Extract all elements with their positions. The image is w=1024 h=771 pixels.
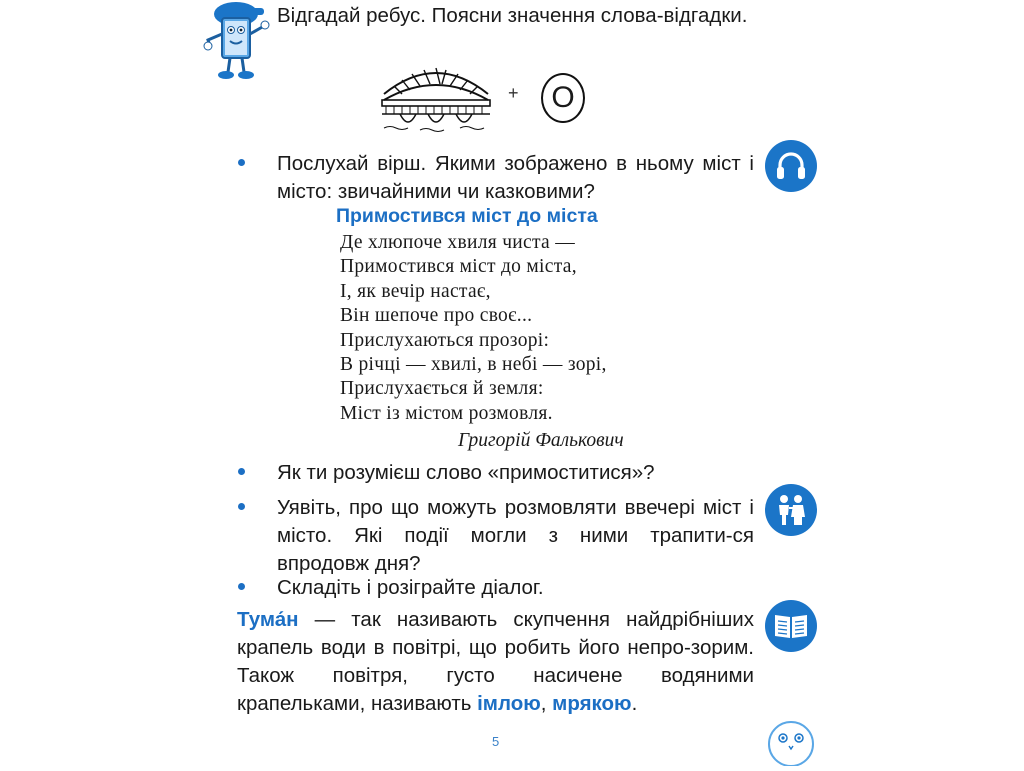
poem-line: Примостився міст до міста, — [340, 256, 577, 278]
bullet-3 — [238, 503, 245, 510]
poem-title: Примостився міст до міста — [336, 205, 598, 227]
term-fog: Тума́н — [237, 608, 299, 631]
rebus-letter: О — [551, 81, 575, 114]
plus-sign: + — [508, 83, 519, 103]
task-word: Як ти розумієш слово «примоститися»? — [277, 461, 655, 484]
definition — [237, 606, 754, 718]
bridge-picture — [380, 54, 492, 134]
poem-line: Де хлюпоче хвиля чиста — — [340, 232, 575, 253]
page-number: 5 — [492, 734, 500, 749]
poem-lines — [340, 231, 607, 426]
pair-work-icon — [765, 484, 817, 536]
poem-line: І, як вечір настає, — [340, 280, 491, 302]
task-dialog: Складіть і розіграйте діалог. — [277, 576, 544, 599]
task-imagine: Уявіть, про що можуть розмовляти ввечері міст і місто. Які події могли з ними трапити-ся впродовж дня? — [277, 496, 754, 575]
poem-line: Прислухаються прозорі: — [340, 329, 550, 351]
poem-line: В річці — хвилі, в небі — зорі, — [340, 354, 607, 376]
poem-line: Міст із містом розмовля. — [340, 402, 553, 424]
owl-icon — [765, 718, 817, 766]
separator: , — [540, 692, 553, 715]
book-mascot — [200, 0, 272, 82]
bullet-4 — [238, 583, 245, 590]
poem-line: Прислухається й земля: — [340, 378, 544, 400]
rebus-letter-o — [541, 73, 585, 123]
term-haze: імлою — [477, 692, 541, 715]
rebus-task: Відгадай ребус. Поясни значення слова-відгадки. — [277, 4, 748, 27]
bullet-2 — [238, 468, 245, 475]
definition-end: . — [631, 692, 638, 715]
task-listen: Послухай вірш. Якими зображено в ньому міст і місто: звичайними чи казковими? — [277, 152, 754, 203]
poem-author: Григорій Фалькович — [458, 430, 624, 451]
term-drizzle: мрякою — [552, 692, 632, 715]
bullet-1 — [238, 159, 245, 166]
definition-text: — так називають скупчення найдрібніших крапель води в повітрі, що робить його непро-зорим. Також повітря, густо насичене водяними крапельками, називають — [237, 608, 754, 715]
open-book-icon — [765, 600, 817, 652]
headphones-icon — [765, 140, 817, 192]
poem-line: Він шепоче про своє... — [340, 305, 533, 327]
